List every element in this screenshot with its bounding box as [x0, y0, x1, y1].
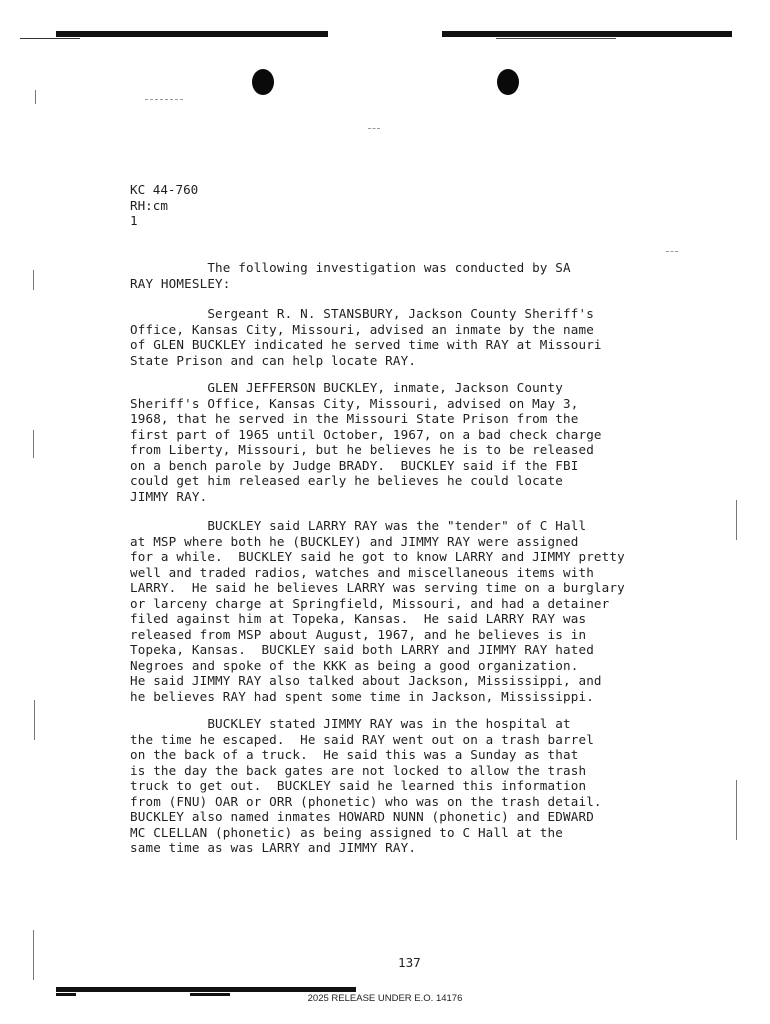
paragraph-escape: BUCKLEY stated JIMMY RAY was in the hospital at the time he escaped. He said RAY went out on a trash barrel on the back of a truck. He said this was a Sunday as that is the day the back gates are not locked to allow the trash truck to get out. BUCKLEY said he learned this information from (FNU) OAR or ORR (phonetic) who was on the trash detail. BUCKLEY also named inmates HOWARD NUNN (phonetic) and EDWARD MC CLELLAN (phonetic) as being assigned to C Hall at the same time as was LARRY and JIMMY RAY.	[130, 716, 602, 855]
scan-speck	[736, 780, 737, 840]
paragraph-larry-ray: BUCKLEY said LARRY RAY was the "tender" of C Hall at MSP where both he (BUCKLEY) and JIMMY RAY were assigned for a while. BUCKLEY said he got to know LARRY and JIMMY pretty well and traded radios, watches and miscellaneous items with LARRY. He said he believes LARRY was serving time on a burglary or larceny charge at Springfield, Missouri, and had a detainer filed against him at Topeka, Kansas. He said LARRY RAY was released from MSP about August, 1967, and he believes is in Topeka, Kansas. BUCKLEY said both LARRY and JIMMY RAY hated Negroes and spoke of the KKK as being a good organization. He said JIMMY RAY also talked about Jackson, Mississippi, and he believes RAY had spent some time in Jackson, Mississippi.	[130, 518, 625, 704]
file-number: KC 44-760	[130, 182, 199, 197]
punch-hole-left	[252, 69, 274, 95]
paragraph-investigation-intro: The following investigation was conducted by SA RAY HOMESLEY:	[130, 260, 571, 291]
page-number: 137	[398, 955, 421, 970]
scan-dash	[368, 128, 380, 129]
bottom-redaction-bar	[56, 987, 356, 992]
paragraph-buckley-statement: GLEN JEFFERSON BUCKLEY, inmate, Jackson County Sheriff's Office, Kansas City, Missouri, advised on May 3, 1968, that he served in the Missouri State Prison from the first part of 1965 until October, 1967, on a bad check charge from Liberty, Missouri, but he believes he is to be released on a bench parole by Judge BRADY. BUCKLEY said if the FBI could get him released early he believes he could locate JIMMY RAY.	[130, 380, 602, 504]
top-left-rule	[20, 38, 80, 39]
punch-hole-right	[497, 69, 519, 95]
scan-dash	[666, 251, 678, 252]
file-header	[130, 182, 198, 229]
scan-speck	[35, 90, 36, 104]
scan-speck	[34, 700, 35, 740]
scan-speck	[736, 500, 737, 540]
scan-dash	[145, 99, 183, 100]
paragraph-stansbury: Sergeant R. N. STANSBURY, Jackson County Sheriff's Office, Kansas City, Missouri, advised an inmate by the name of GLEN BUCKLEY indicated he served time with RAY at Missouri State Prison and can help locate RAY.	[130, 306, 602, 368]
section-marker: 1	[130, 213, 138, 228]
top-right-rule	[496, 38, 616, 39]
release-footer: 2025 RELEASE UNDER E.O. 14176	[307, 993, 463, 1004]
scan-speck	[33, 430, 34, 458]
author-initials: RH:cm	[130, 197, 168, 213]
scan-speck	[33, 930, 34, 980]
scan-speck	[33, 270, 34, 290]
top-left-redaction-bar	[56, 31, 328, 37]
top-right-redaction-bar	[442, 31, 732, 37]
